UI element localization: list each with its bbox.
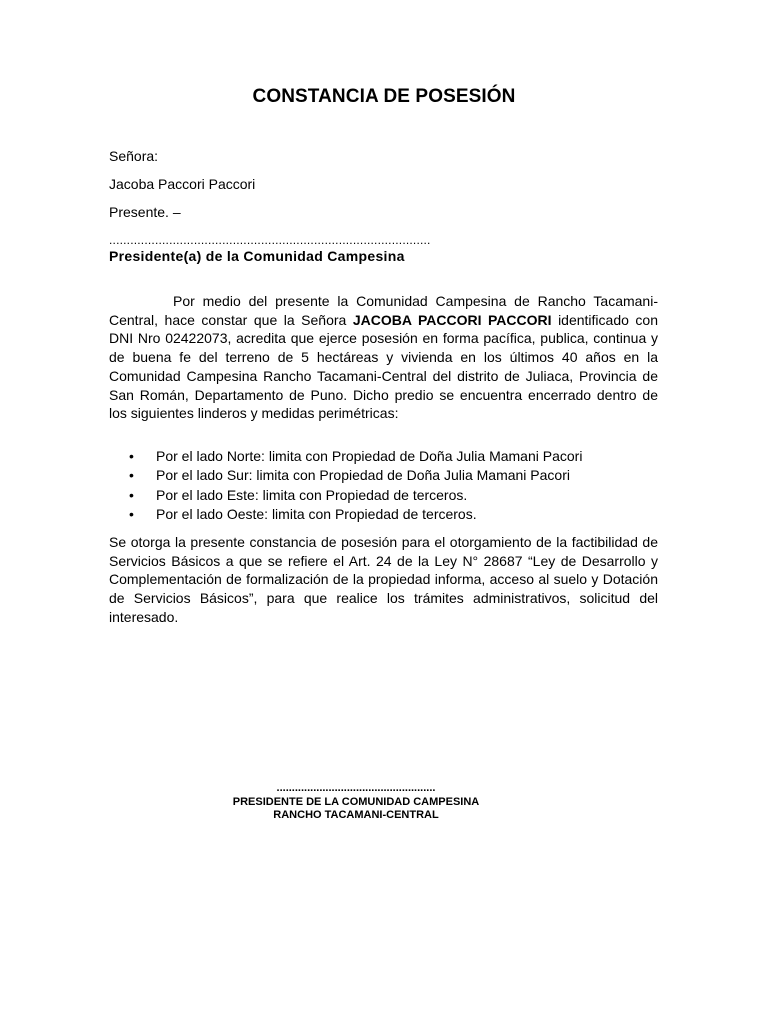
boundaries-list bbox=[109, 447, 669, 525]
document-title: CONSTANCIA DE POSESIÓN bbox=[252, 86, 516, 107]
recipient-name: Jacoba Paccori Paccori bbox=[109, 176, 256, 192]
body-paragraph-1 bbox=[109, 292, 658, 423]
bullet-icon: • bbox=[129, 467, 134, 484]
boundary-north: Por el lado Norte: limita con Propiedad de Doña Julia Mamani Pacori bbox=[156, 448, 583, 464]
list-item bbox=[109, 505, 669, 524]
recipient-name-bold: JACOBA PACCORI PACCORI bbox=[352, 311, 552, 328]
dotted-signature-line: ........................................................................................... bbox=[109, 233, 431, 247]
salutation: Señora: bbox=[109, 148, 159, 164]
body-paragraph-2: Se otorga la presente constancia de posesión para el otorgamiento de la factibilidad de Servicios Básicos a que se refiere el Art. 24 de la Ley N° 28687 “Ley de Desarrollo y Complementación de formalización de la propiedad informa, acceso al suelo y Dotación de Servicios Básicos”, para que realice los trámites administrativos, solicitud del interesado. bbox=[109, 534, 658, 625]
paragraph-1-part2: identificado con DNI Nro 02422073, acredita que ejerce posesión en forma pacífica, publica, continua y de buena fe del terreno de 5 hectáreas y vivienda en los últimos 40 años en la Comunidad Campesina Rancho Tacamani-Central del distrito de Juliaca, Provincia de San Román, Departamento de Puno. Dicho predio se encuentra encerrado dentro de los siguientes linderos y medidas perimétricas: bbox=[109, 311, 658, 422]
signature-dots: .................................................... bbox=[276, 782, 436, 794]
boundary-west: Por el lado Oeste: limita con Propiedad de terceros. bbox=[156, 506, 477, 523]
bullet-icon: • bbox=[129, 486, 134, 503]
list-item bbox=[109, 486, 669, 505]
signature-title-line1: PRESIDENTE DE LA COMUNIDAD CAMPESINA bbox=[232, 796, 480, 808]
signature-title-line2: RANCHO TACAMANI-CENTRAL bbox=[273, 809, 439, 821]
bullet-icon: • bbox=[129, 506, 134, 523]
boundary-east: Por el lado Este: limita con Propiedad de terceros. bbox=[156, 486, 468, 503]
bullet-icon: • bbox=[129, 448, 134, 464]
list-item bbox=[109, 466, 669, 485]
president-heading: Presidente(a) de la Comunidad Campesina bbox=[109, 248, 405, 264]
paragraph-1-part1: Por medio del presente la Comunidad Campesina de Rancho Tacamani-Central, hace constar que la Señora bbox=[109, 293, 658, 328]
presente-line: Presente. – bbox=[109, 204, 181, 220]
boundary-south: Por el lado Sur: limita con Propiedad de Doña Julia Mamani Pacori bbox=[156, 467, 570, 484]
list-item bbox=[109, 447, 669, 466]
